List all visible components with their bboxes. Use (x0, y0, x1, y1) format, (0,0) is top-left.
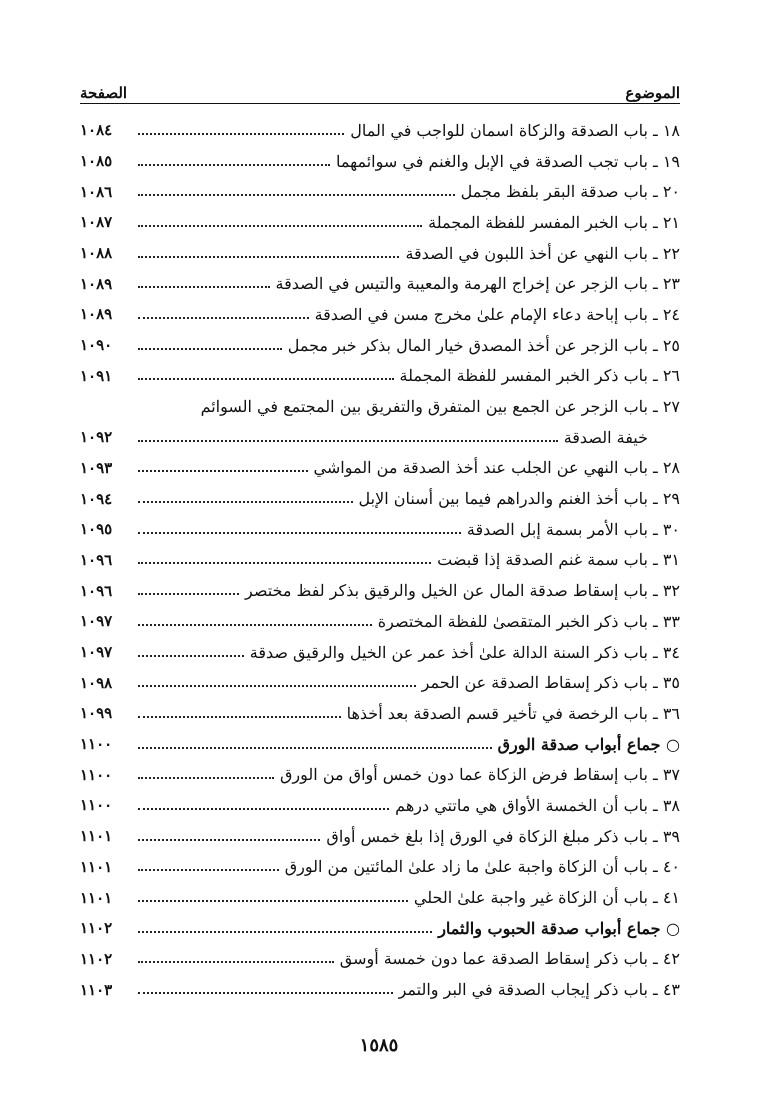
toc-entry (80, 361, 680, 392)
toc-page-number: ١٠٩٦ (80, 581, 113, 600)
toc-entry-title: ٣١ ـ باب سمة غنم الصدقة إذا قبضت (437, 550, 680, 570)
dot-leader (138, 132, 344, 135)
toc-entry (80, 391, 680, 422)
dot-leader (138, 285, 270, 288)
toc-entry (80, 514, 680, 545)
toc-page-number: ١١٠١ (80, 827, 113, 846)
toc-entry-title: ٢٨ ـ باب النهي عن الجلب عند أخذ الصدقة من المواشي (313, 458, 680, 478)
toc-page-number: ١١٠٢ (80, 919, 113, 938)
toc-page-number: ١١٠١ (80, 857, 113, 876)
toc-entry (80, 453, 680, 484)
toc-entry-title: ٢٩ ـ باب أخذ الغنم والدراهم فيما بين أسنان الإبل (358, 489, 680, 509)
dot-leader (138, 991, 393, 994)
dot-leader (138, 623, 372, 626)
dot-leader (138, 838, 320, 841)
toc-entry (80, 790, 680, 821)
dot-leader (138, 899, 408, 902)
toc-page-number: ١٠٨٥ (80, 152, 113, 171)
toc-entry-title: ○ جماع أبواب صدقة الحبوب والثمار (438, 918, 680, 938)
toc-entry (80, 146, 680, 177)
toc-page-number: ١٠٩٣ (80, 458, 113, 477)
toc-page-number: ١١٠٢ (80, 949, 113, 968)
dot-leader (138, 868, 279, 871)
page-number: ١٥٨٥ (359, 1035, 399, 1056)
toc-entry (80, 207, 680, 238)
dot-leader (138, 316, 309, 319)
toc-entry (80, 545, 680, 576)
toc-entry (80, 944, 680, 975)
toc-entry (80, 238, 680, 269)
toc-page-number: ١٠٩٥ (80, 520, 113, 539)
header-rule (80, 103, 680, 104)
dot-leader (138, 163, 330, 166)
toc-entry (80, 637, 680, 668)
toc-page-number: ١٠٨٧ (80, 213, 113, 232)
toc-entry (80, 422, 680, 453)
toc-entry-title: ٣٨ ـ باب أن الخمسة الأواق هي ماتتي درهم (395, 795, 680, 815)
toc-page-number: ١١٠٠ (80, 765, 113, 784)
toc-entry (80, 698, 680, 729)
toc-page-number: ١٠٨٩ (80, 305, 113, 324)
toc-entry-title: ١٩ ـ باب تجب الصدقة في الإبل والغنم في سوائمهما (335, 151, 680, 171)
toc-page-number: ١٠٨٤ (80, 121, 113, 140)
toc-entry (80, 115, 680, 146)
toc-page-number: ١٠٩٧ (80, 643, 113, 662)
toc-entry-title: ٣٧ ـ باب إسقاط فرض الزكاة عما دون خمس أواق من الورق (280, 765, 680, 785)
dot-leader (138, 500, 353, 503)
toc-entry (80, 176, 680, 207)
toc-entry-title: ٣٠ ـ باب الأمر بسمة إبل الصدقة (466, 519, 680, 539)
toc-entry-title: ٣٣ ـ باب ذكر الخبر المتقصىٰ للفظة المختصرة (377, 611, 680, 631)
dot-leader (138, 224, 422, 227)
toc-entry-title: خيفة الصدقة (563, 427, 648, 447)
toc-entry-title: ١٨ ـ باب الصدقة والزكاة اسمان للواجب في المال (350, 120, 680, 140)
dot-leader (138, 592, 239, 595)
toc-page-number: ١٠٨٩ (80, 274, 113, 293)
dot-leader (138, 746, 492, 749)
toc-entry-title: ٤١ ـ باب أن الزكاة غير واجبة علىٰ الحلي (413, 888, 680, 908)
toc-entry-title: ٢٦ ـ باب ذكر الخبر المفسر للفظة المجملة (399, 366, 680, 386)
toc-page-number: ١٠٩٧ (80, 612, 113, 631)
toc-entry-title: ٢٧ ـ باب الزجر عن الجمع بين المتفرق والتفريق بين المجتمع في السوائم (200, 397, 680, 417)
dot-leader (138, 347, 282, 350)
toc-page-number: ١١٠١ (80, 888, 113, 907)
toc-page-number: ١١٠٠ (80, 735, 113, 754)
toc-entry (80, 974, 680, 1005)
toc-section-heading (80, 729, 680, 760)
dot-leader (138, 531, 461, 534)
toc-page-number: ١٠٨٨ (80, 244, 113, 263)
toc-page-number: ١٠٩٤ (80, 489, 113, 508)
toc-header (80, 72, 680, 102)
toc-entry (80, 268, 680, 299)
dot-leader (138, 654, 244, 657)
toc-entry-title: ٢٣ ـ باب الزجر عن إخراج الهرمة والمعيبة والتيس في الصدقة (275, 274, 680, 294)
dot-leader (138, 377, 394, 380)
toc-entry-title: ٢٤ ـ باب إباحة دعاء الإمام علىٰ مخرج مسن في الصدقة (314, 304, 680, 324)
toc-entry (80, 299, 680, 330)
toc-entry-title: ٤٢ ـ باب ذكر إسقاط الصدقة عما دون خمسة أوسق (339, 949, 680, 969)
toc-section-heading (80, 913, 680, 944)
toc-page-number: ١٠٩٩ (80, 704, 113, 723)
dot-leader (138, 561, 431, 564)
toc-page-number: ١١٠٣ (80, 980, 113, 999)
toc-page-number: ١٠٨٦ (80, 182, 113, 201)
topic-column-label: الموضوع (625, 84, 680, 102)
toc-entry-title: ٢٢ ـ باب النهي عن أخذ اللبون في الصدقة (405, 243, 680, 263)
dot-leader (138, 684, 416, 687)
dot-leader (138, 960, 334, 963)
dot-leader (138, 469, 308, 472)
dot-leader (138, 776, 274, 779)
toc-entry-title: ٤٠ ـ باب أن الزكاة واجبة علىٰ ما زاد علىٰ المائتين من الورق (284, 857, 680, 877)
dot-leader (138, 439, 558, 442)
dot-leader (138, 715, 341, 718)
toc-entry-title: ٣٢ ـ باب إسقاط صدقة المال عن الخيل والرقيق بذكر لفظ مختصر (244, 581, 680, 601)
table-of-contents (80, 115, 680, 1005)
toc-page-number: ١٠٩٢ (80, 428, 113, 447)
toc-entry-title: ٤٣ ـ باب ذكر إيجاب الصدقة في البر والتمر (398, 980, 680, 1000)
toc-entry (80, 667, 680, 698)
toc-entry (80, 821, 680, 852)
toc-entry-title: ٣٩ ـ باب ذكر مبلغ الزكاة في الورق إذا بلغ خمس أواق (326, 826, 680, 846)
dot-leader (138, 255, 399, 258)
toc-entry-title: ٣٥ ـ باب ذكر إسقاط الصدقة عن الحمر (421, 673, 680, 693)
toc-entry-title: ٢١ ـ باب الخبر المفسر للفظة المجملة (428, 212, 680, 232)
toc-entry-title: ٣٦ ـ باب الرخصة في تأخير قسم الصدقة بعد أخذها (346, 703, 680, 723)
toc-entry (80, 882, 680, 913)
dot-leader (138, 193, 455, 196)
page-column-label: الصفحة (80, 84, 128, 102)
toc-entry (80, 575, 680, 606)
toc-page-number: ١٠٩٨ (80, 673, 113, 692)
toc-entry-title: ٢٥ ـ باب الزجر عن أخذ المصدق خيار المال بذكر خبر مجمل (287, 335, 680, 355)
toc-entry-title: ٢٠ ـ باب صدقة البقر بلفظ مجمل (460, 182, 680, 202)
toc-page-number: ١٠٩٠ (80, 336, 113, 355)
dot-leader (138, 807, 389, 810)
toc-page-number: ١٠٩٦ (80, 550, 113, 569)
toc-entry (80, 483, 680, 514)
toc-entry-title: ٣٤ ـ باب ذكر السنة الدالة علىٰ أخذ عمر عن الخيل والرقيق صدقة (249, 642, 680, 662)
toc-entry (80, 852, 680, 883)
dot-leader (138, 930, 432, 933)
toc-entry (80, 330, 680, 361)
toc-entry (80, 606, 680, 637)
toc-entry (80, 759, 680, 790)
toc-entry-title: ○ جماع أبواب صدقة الورق (497, 734, 680, 754)
toc-page-number: ١٠٩١ (80, 366, 113, 385)
toc-page-number: ١١٠٠ (80, 796, 113, 815)
